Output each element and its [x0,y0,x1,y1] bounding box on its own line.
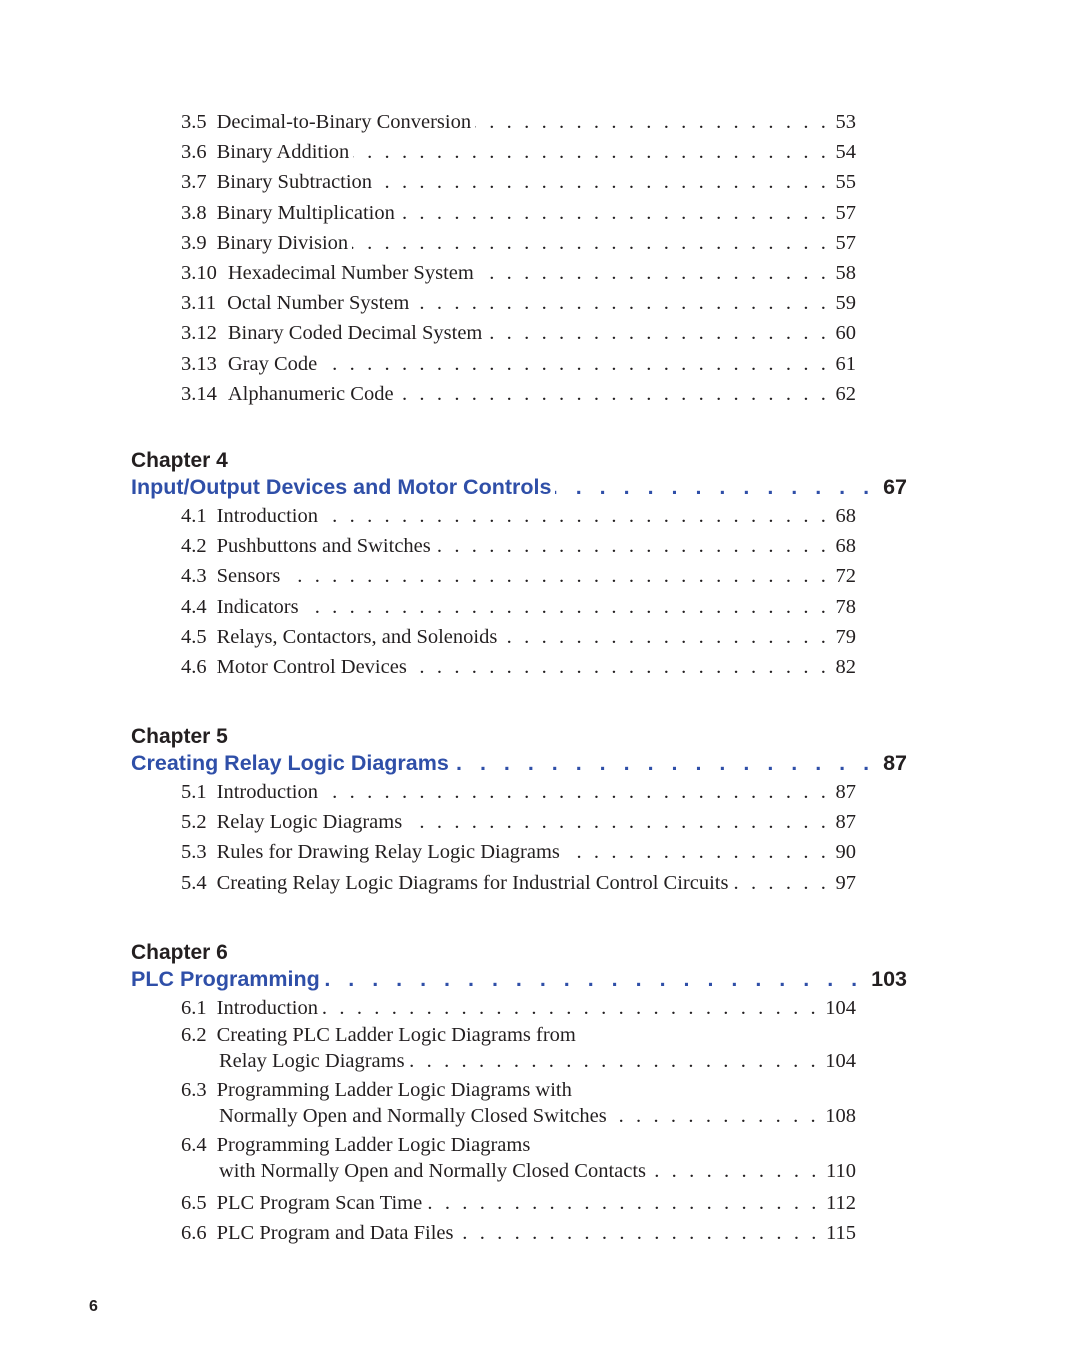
entry-page: 59 [835,292,856,315]
toc-entry[interactable] [181,1133,856,1158]
entry-title: Sensors [216,565,281,588]
entry-page: 57 [835,231,856,254]
toc-entry[interactable] [181,107,856,137]
dot-leader [322,501,830,531]
entry-number: 3.8 [181,201,207,224]
entry-title: Binary Multiplication [216,201,395,224]
dot-leader [732,868,829,898]
dot-leader [322,993,819,1023]
entry-title: Hexadecimal Number System [227,261,474,284]
dot-leader [409,1048,820,1074]
entry-number: 3.10 [181,261,217,284]
entry-number: 4.5 [181,625,207,648]
entry-title: Relay Logic Diagrams [216,811,403,834]
dot-leader [413,288,829,318]
dot-leader [478,258,830,288]
entry-number: 3.14 [181,382,217,405]
entry-title: Indicators [216,595,299,618]
entry-title: Programming Ladder Logic Diagrams with [216,1079,572,1102]
toc-entry[interactable] [181,1218,856,1248]
dot-leader [453,750,875,777]
entry-number: 4.4 [181,595,207,618]
dot-leader [475,107,829,137]
dot-leader [501,622,829,652]
entry-title: Alphanumeric Code [227,382,394,405]
entry-title: Programming Ladder Logic Diagrams [216,1134,531,1157]
dot-leader [399,198,830,228]
entry-title-continued: with Normally Open and Normally Closed Contacts [219,1159,647,1182]
entry-title: Introduction [216,505,318,527]
dot-leader [411,652,830,682]
entry-title: Motor Control Devices [216,655,407,678]
entry-page: 79 [835,625,856,648]
entry-number: 3.12 [181,322,217,345]
entry-title: Binary Coded Decimal System [227,322,483,345]
entry-number: 5.2 [181,811,207,834]
toc-entry[interactable] [181,258,856,288]
entry-title: Introduction [216,997,318,1019]
entry-page: 68 [835,535,856,558]
dot-leader [303,592,830,622]
toc-entry[interactable] [181,288,856,318]
entry-title: PLC Program Scan Time [216,1192,423,1215]
entry-page: 112 [826,1192,856,1215]
entry-page: 53 [835,111,856,133]
dot-leader [321,349,829,379]
entry-title: Rules for Drawing Relay Logic Diagrams [216,841,560,864]
entry-title: Gray Code [227,352,318,375]
toc-entry[interactable] [181,622,856,652]
entry-page: 87 [835,811,856,834]
entry-number: 6.3 [181,1079,207,1102]
entry-number: 3.11 [181,292,217,315]
chapter-title-link[interactable] [131,474,907,501]
entry-number: 3.9 [181,231,207,254]
entry-number: 6.5 [181,1192,207,1215]
toc-entry[interactable] [181,837,856,867]
toc-entry[interactable] [181,198,856,228]
dot-leader [406,807,829,837]
toc-entry[interactable] [181,807,856,837]
chapter-title-link[interactable] [131,750,907,777]
entry-title: Binary Addition [216,141,350,164]
entry-number: 3.13 [181,352,217,375]
entry-title: Relays, Contactors, and Solenoids [216,625,498,648]
toc-entry[interactable] [181,777,856,807]
toc-entry[interactable] [181,1078,856,1103]
entry-number: 6.2 [181,1024,207,1047]
dot-leader [324,966,863,993]
chapter-title: Creating Relay Logic Diagrams [131,751,449,775]
entry-page: 82 [835,655,856,678]
dot-leader [650,1158,820,1184]
entry-page: 115 [826,1222,856,1245]
entry-page: 61 [835,352,856,375]
dot-leader [376,167,829,197]
dot-leader [322,777,830,807]
entry-number: 4.1 [181,505,207,527]
entry-number: 4.3 [181,565,207,588]
dot-leader [486,318,829,348]
toc-entry[interactable] [181,318,856,348]
entry-title: Decimal-to-Binary Conversion [216,111,472,133]
entry-title: PLC Program and Data Files [216,1222,454,1245]
dot-leader [353,137,829,167]
toc-section [131,723,907,898]
entry-number: 3.6 [181,141,207,164]
entry-page: 55 [835,171,856,194]
dot-leader [284,561,829,591]
chapter-label: Chapter 6 [131,941,228,964]
toc-entry[interactable] [181,652,856,682]
toc-entry[interactable] [181,167,856,197]
dot-leader [555,474,875,501]
toc-entry[interactable] [181,592,856,622]
toc-section [131,107,907,409]
entry-number: 6.6 [181,1222,207,1245]
toc-entry[interactable] [181,1023,856,1048]
toc-entry[interactable] [181,379,856,409]
entry-page: 90 [835,841,856,864]
entry-title: Binary Subtraction [216,171,373,194]
toc-section [131,939,907,1249]
entry-title: Octal Number System [227,292,410,315]
toc-entry-continuation[interactable] [181,1103,856,1134]
entry-page: 104 [825,1049,856,1072]
toc-entry[interactable] [181,137,856,167]
entry-title: Binary Division [216,231,349,254]
chapter-label: Chapter 5 [131,725,228,748]
entry-page: 108 [825,1104,856,1127]
chapter-title-link[interactable] [131,966,907,993]
chapter-title: PLC Programming [131,967,320,991]
entry-page: 78 [835,595,856,618]
entry-page: 62 [835,382,856,405]
entry-page: 72 [835,565,856,588]
entry-number: 3.5 [181,111,207,133]
dot-leader [611,1103,820,1129]
entry-title-continued: Normally Open and Normally Closed Switches [219,1104,607,1127]
toc-entry[interactable] [181,501,856,531]
chapter-page: 103 [871,967,907,991]
toc-entry[interactable] [181,531,856,561]
entry-page: 60 [835,322,856,345]
dot-leader [426,1188,820,1218]
dot-leader [352,228,829,258]
chapter-page: 87 [883,751,907,775]
entry-page: 110 [826,1159,856,1182]
entry-title: Creating PLC Ladder Logic Diagrams from [216,1024,576,1047]
page-number: 6 [89,1298,98,1315]
entry-number: 6.4 [181,1134,207,1157]
dot-leader [435,531,830,561]
toc-entry-continuation[interactable] [181,1048,856,1079]
toc-entry[interactable] [181,561,856,591]
entry-number: 3.7 [181,171,207,194]
chapter-title: Input/Output Devices and Motor Controls [131,475,552,499]
toc-entry[interactable] [181,228,856,258]
entry-page: 97 [835,871,856,894]
entry-number: 4.6 [181,655,207,678]
entry-page: 57 [835,201,856,224]
entry-page: 58 [835,261,856,284]
entry-title-continued: Relay Logic Diagrams [219,1049,405,1072]
entry-number: 5.4 [181,871,207,894]
entry-title: Introduction [216,781,318,803]
entry-page: 68 [835,505,856,527]
toc-entry[interactable] [181,868,856,898]
entry-page: 54 [835,141,856,164]
dot-leader [398,379,830,409]
chapter-page: 67 [883,475,907,499]
toc-entry[interactable] [181,349,856,379]
chapter-label: Chapter 4 [131,449,228,472]
entry-title: Pushbuttons and Switches [216,535,431,558]
entry-page: 87 [835,781,856,803]
dot-leader [458,1218,821,1248]
toc-entry[interactable] [181,993,856,1023]
entry-page: 104 [825,997,856,1019]
entry-number: 5.1 [181,781,207,803]
toc-section [131,447,907,682]
entry-number: 4.2 [181,535,207,558]
entry-title: Creating Relay Logic Diagrams for Industrial Control Circuits [216,871,729,894]
entry-number: 5.3 [181,841,207,864]
entry-number: 6.1 [181,997,207,1019]
dot-leader [564,837,830,867]
toc-entry[interactable] [181,1188,856,1218]
toc-entry-continuation[interactable] [181,1158,856,1189]
